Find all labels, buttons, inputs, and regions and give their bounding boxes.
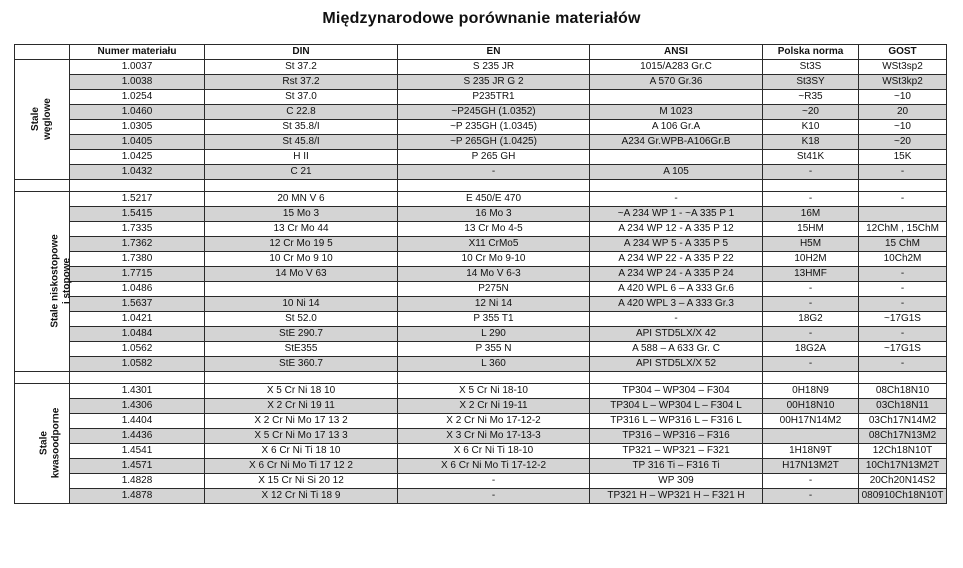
header-gost: GOST (859, 45, 947, 60)
cell-en: L 360 (398, 357, 590, 372)
cell-material-number: 1.4436 (70, 429, 205, 444)
cell-material-number: 1.7362 (70, 237, 205, 252)
cell-material-number: 1.4571 (70, 459, 205, 474)
cell-din: X 2 Cr Ni 19 11 (205, 399, 398, 414)
cell-din: 15 Mo 3 (205, 207, 398, 222)
cell-polish-norm: K18 (763, 135, 859, 150)
table-row (15, 192, 947, 207)
table-row (15, 357, 947, 372)
cell-din: X 12 Cr Ni Ti 18 9 (205, 489, 398, 504)
cell-din: 14 Mo V 63 (205, 267, 398, 282)
table-row (15, 474, 947, 489)
cell-en: P 355 N (398, 342, 590, 357)
cell-ansi: TP316 L – WP316 L – F316 L (590, 414, 763, 429)
cell-polish-norm: ~20 (763, 105, 859, 120)
cell-gost: 08Ch18N10 (859, 384, 947, 399)
cell-din: 10 Ni 14 (205, 297, 398, 312)
table-row (15, 399, 947, 414)
cell-en: - (398, 165, 590, 180)
cell-gost: - (859, 282, 947, 297)
cell-en: 13 Cr Mo 4-5 (398, 222, 590, 237)
cell-gost: ~17G1S (859, 312, 947, 327)
table-row (15, 222, 947, 237)
group-label-line: kwasoodporne (50, 407, 62, 479)
cell-polish-norm: - (763, 282, 859, 297)
cell-en: S 235 JR G 2 (398, 75, 590, 90)
group-label-line: Stale (38, 431, 50, 455)
cell-din: 10 Cr Mo 9 10 (205, 252, 398, 267)
cell-gost: ~10 (859, 120, 947, 135)
cell-material-number: 1.0305 (70, 120, 205, 135)
cell-gost: 20 (859, 105, 947, 120)
cell-ansi: TP304 – WP304 – F304 (590, 384, 763, 399)
cell-material-number: 1.4404 (70, 414, 205, 429)
cell-din: X 5 Cr Ni Mo 17 13 3 (205, 429, 398, 444)
cell-en: P235TR1 (398, 90, 590, 105)
separator-cell (763, 372, 859, 384)
cell-gost: 15K (859, 150, 947, 165)
table-row (15, 165, 947, 180)
separator-cell (398, 180, 590, 192)
cell-ansi: - (590, 192, 763, 207)
cell-material-number: 1.0484 (70, 327, 205, 342)
cell-material-number: 1.4306 (70, 399, 205, 414)
cell-ansi: TP316 – WP316 – F316 (590, 429, 763, 444)
cell-gost: ~20 (859, 135, 947, 150)
table-row (15, 384, 947, 399)
cell-gost: 10Ch2M (859, 252, 947, 267)
cell-gost: 08Ch17N13M2 (859, 429, 947, 444)
cell-ansi: A 234 WP 12 - A 335 P 12 (590, 222, 763, 237)
cell-polish-norm: 18G2A (763, 342, 859, 357)
table-row (15, 327, 947, 342)
cell-polish-norm: - (763, 165, 859, 180)
table-row (15, 120, 947, 135)
group-label-line: Stale (30, 107, 41, 131)
table-row (15, 342, 947, 357)
page-title: Międzynarodowe porównanie materiałów (322, 10, 641, 27)
cell-en: X 2 Cr Ni 19-11 (398, 399, 590, 414)
cell-material-number: 1.7335 (70, 222, 205, 237)
cell-material-number: 1.0460 (70, 105, 205, 120)
cell-polish-norm: 10H2M (763, 252, 859, 267)
cell-gost: 12Ch18N10T (859, 444, 947, 459)
cell-din: Rst 37.2 (205, 75, 398, 90)
cell-en: P275N (398, 282, 590, 297)
cell-en: X 5 Cr Ni 18-10 (398, 384, 590, 399)
cell-polish-norm: 0H18N9 (763, 384, 859, 399)
cell-ansi: API STD5LX/X 42 (590, 327, 763, 342)
group-label-low-alloy-steels (15, 192, 73, 372)
cell-en: ~P 265GH (1.0425) (398, 135, 590, 150)
cell-ansi: A 234 WP 22 - A 335 P 22 (590, 252, 763, 267)
cell-ansi: API STD5LX/X 52 (590, 357, 763, 372)
cell-din: C 21 (205, 165, 398, 180)
header-row (15, 45, 947, 60)
cell-en: - (398, 489, 590, 504)
header-corner (15, 45, 70, 60)
cell-gost (859, 207, 947, 222)
cell-din (205, 282, 398, 297)
cell-material-number: 1.0432 (70, 165, 205, 180)
cell-en: L 290 (398, 327, 590, 342)
table-row (15, 267, 947, 282)
cell-polish-norm: - (763, 297, 859, 312)
separator-cell (590, 372, 763, 384)
group-label-carbon-steels (15, 60, 70, 180)
cell-en: 14 Mo V 6-3 (398, 267, 590, 282)
cell-en: E 450/E 470 (398, 192, 590, 207)
header-polish-norm: Polska norma (763, 45, 859, 60)
cell-polish-norm: - (763, 474, 859, 489)
cell-ansi: A 420 WPL 3 – A 333 Gr.3 (590, 297, 763, 312)
cell-polish-norm: St3SY (763, 75, 859, 90)
cell-gost: - (859, 327, 947, 342)
cell-gost: 20Ch20N14S2 (859, 474, 947, 489)
cell-gost: - (859, 165, 947, 180)
cell-material-number: 1.4878 (70, 489, 205, 504)
cell-en: X 6 Cr Ni Ti 18-10 (398, 444, 590, 459)
cell-material-number: 1.0582 (70, 357, 205, 372)
cell-en: X 6 Cr Ni Mo Ti 17-12-2 (398, 459, 590, 474)
cell-din: St 37.0 (205, 90, 398, 105)
cell-gost: 15 ChM (859, 237, 947, 252)
cell-material-number: 1.0562 (70, 342, 205, 357)
cell-en: 12 Ni 14 (398, 297, 590, 312)
separator-cell (205, 180, 398, 192)
cell-en: P 355 T1 (398, 312, 590, 327)
table-row (15, 90, 947, 105)
cell-gost: ~10 (859, 90, 947, 105)
cell-din: St 35.8/I (205, 120, 398, 135)
cell-gost: 12ChM , 15ChM (859, 222, 947, 237)
cell-din: St 37.2 (205, 60, 398, 75)
separator-cell (205, 372, 398, 384)
cell-ansi: ~A 234 WP 1 - ~A 335 P 1 (590, 207, 763, 222)
cell-din: 12 Cr Mo 19 5 (205, 237, 398, 252)
cell-ansi: WP 309 (590, 474, 763, 489)
cell-din: St 52.0 (205, 312, 398, 327)
cell-polish-norm: H17N13M2T (763, 459, 859, 474)
cell-ansi: A 588 – A 633 Gr. C (590, 342, 763, 357)
cell-ansi: TP 316 Ti – F316 Ti (590, 459, 763, 474)
cell-gost: 080910Ch18N10T (859, 489, 947, 504)
cell-din: St 45.8/I (205, 135, 398, 150)
cell-material-number: 1.7715 (70, 267, 205, 282)
cell-material-number: 1.0037 (70, 60, 205, 75)
materials-comparison-table (14, 44, 947, 504)
header-en: EN (398, 45, 590, 60)
group-label-text (30, 98, 54, 140)
cell-ansi: A 570 Gr.36 (590, 75, 763, 90)
cell-gost: WSt3kp2 (859, 75, 947, 90)
separator-cell (70, 180, 205, 192)
cell-din: X 2 Cr Ni Mo 17 13 2 (205, 414, 398, 429)
cell-en: S 235 JR (398, 60, 590, 75)
cell-material-number: 1.0425 (70, 150, 205, 165)
cell-material-number: 1.4301 (70, 384, 205, 399)
cell-polish-norm (763, 429, 859, 444)
group-label-text (38, 408, 62, 479)
cell-en: P 265 GH (398, 150, 590, 165)
cell-en: ~P245GH (1.0352) (398, 105, 590, 120)
table-row (15, 150, 947, 165)
cell-polish-norm: ~R35 (763, 90, 859, 105)
cell-ansi: TP321 – WP321 – F321 (590, 444, 763, 459)
table-row (15, 444, 947, 459)
group-label-line: węglowe (42, 98, 53, 140)
cell-din: X 6 Cr Ni Ti 18 10 (205, 444, 398, 459)
cell-material-number: 1.0038 (70, 75, 205, 90)
table-row (15, 237, 947, 252)
cell-polish-norm: H5M (763, 237, 859, 252)
table-row (15, 135, 947, 150)
table-row (15, 252, 947, 267)
cell-en: X11 CrMo5 (398, 237, 590, 252)
header-ansi: ANSI (590, 45, 763, 60)
separator-cell (70, 372, 205, 384)
cell-ansi: 1015/A283 Gr.C (590, 60, 763, 75)
cell-din: X 15 Cr Ni Si 20 12 (205, 474, 398, 489)
cell-ansi: - (590, 312, 763, 327)
cell-en: X 3 Cr Ni Mo 17-13-3 (398, 429, 590, 444)
cell-gost: 03Ch17N14M2 (859, 414, 947, 429)
table-row (15, 282, 947, 297)
separator-cell (15, 180, 70, 192)
cell-ansi: A 234 WP 5 - A 335 P 5 (590, 237, 763, 252)
table-row (15, 489, 947, 504)
cell-polish-norm: 16M (763, 207, 859, 222)
cell-din: X 6 Cr Ni Mo Ti 17 12 2 (205, 459, 398, 474)
cell-polish-norm: 1H18N9T (763, 444, 859, 459)
group-label-line: Stale niskostopowe (49, 234, 61, 328)
cell-polish-norm: - (763, 489, 859, 504)
separator-cell (859, 372, 947, 384)
cell-ansi (590, 150, 763, 165)
cell-material-number: 1.4828 (70, 474, 205, 489)
cell-gost: - (859, 297, 947, 312)
table-row (15, 414, 947, 429)
cell-polish-norm: - (763, 327, 859, 342)
cell-polish-norm: St3S (763, 60, 859, 75)
cell-material-number: 1.0405 (70, 135, 205, 150)
table-row (15, 60, 947, 75)
group-label-stainless-steels (15, 384, 70, 504)
cell-din: 13 Cr Mo 44 (205, 222, 398, 237)
cell-din: X 5 Cr Ni 18 10 (205, 384, 398, 399)
cell-en: - (398, 474, 590, 489)
table-row (15, 312, 947, 327)
cell-material-number: 1.7380 (70, 252, 205, 267)
cell-ansi: A 106 Gr.A (590, 120, 763, 135)
cell-ansi: A 105 (590, 165, 763, 180)
separator-cell (15, 372, 70, 384)
cell-din: C 22.8 (205, 105, 398, 120)
cell-polish-norm: K10 (763, 120, 859, 135)
table-row (15, 429, 947, 444)
cell-din: StE 360.7 (205, 357, 398, 372)
cell-din: 20 MN V 6 (205, 192, 398, 207)
cell-gost: 03Ch18N11 (859, 399, 947, 414)
cell-polish-norm: 13HMF (763, 267, 859, 282)
table-row (15, 459, 947, 474)
cell-en: ~P 235GH (1.0345) (398, 120, 590, 135)
cell-ansi: A 234 WP 24 - A 335 P 24 (590, 267, 763, 282)
cell-material-number: 1.0486 (70, 282, 205, 297)
cell-en: 16 Mo 3 (398, 207, 590, 222)
cell-ansi: A234 Gr.WPB-A106Gr.B (590, 135, 763, 150)
cell-din: H II (205, 150, 398, 165)
cell-ansi (590, 90, 763, 105)
cell-polish-norm: 00H17N14M2 (763, 414, 859, 429)
cell-material-number: 1.5217 (70, 192, 205, 207)
cell-polish-norm: 15HM (763, 222, 859, 237)
cell-en: 10 Cr Mo 9-10 (398, 252, 590, 267)
cell-polish-norm: 18G2 (763, 312, 859, 327)
group-label-text (50, 234, 74, 327)
group-separator-row (15, 180, 947, 192)
cell-material-number: 1.0421 (70, 312, 205, 327)
table-row (15, 105, 947, 120)
cell-ansi: TP321 H – WP321 H – F321 H (590, 489, 763, 504)
cell-gost: - (859, 192, 947, 207)
cell-material-number: 1.5637 (70, 297, 205, 312)
cell-din: StE355 (205, 342, 398, 357)
cell-polish-norm: 00H18N10 (763, 399, 859, 414)
cell-gost: - (859, 357, 947, 372)
cell-polish-norm: - (763, 192, 859, 207)
table-row (15, 75, 947, 90)
cell-ansi: M 1023 (590, 105, 763, 120)
cell-gost: ~17G1S (859, 342, 947, 357)
cell-en: X 2 Cr Ni Mo 17-12-2 (398, 414, 590, 429)
cell-material-number: 1.5415 (70, 207, 205, 222)
separator-cell (590, 180, 763, 192)
cell-gost: 10Ch17N13M2T (859, 459, 947, 474)
cell-material-number: 1.4541 (70, 444, 205, 459)
cell-material-number: 1.0254 (70, 90, 205, 105)
cell-gost: - (859, 267, 947, 282)
cell-ansi: A 420 WPL 6 – A 333 Gr.6 (590, 282, 763, 297)
separator-cell (398, 372, 590, 384)
separator-cell (763, 180, 859, 192)
header-material-number: Numer materiału (70, 45, 205, 60)
cell-ansi: TP304 L – WP304 L – F304 L (590, 399, 763, 414)
cell-gost: WSt3sp2 (859, 60, 947, 75)
table-row (15, 207, 947, 222)
separator-cell (859, 180, 947, 192)
header-din: DIN (205, 45, 398, 60)
table-row (15, 297, 947, 312)
cell-polish-norm: - (763, 357, 859, 372)
group-separator-row (15, 372, 947, 384)
cell-polish-norm: St41K (763, 150, 859, 165)
cell-din: StE 290.7 (205, 327, 398, 342)
group-label-line: i stopowe (61, 257, 73, 305)
